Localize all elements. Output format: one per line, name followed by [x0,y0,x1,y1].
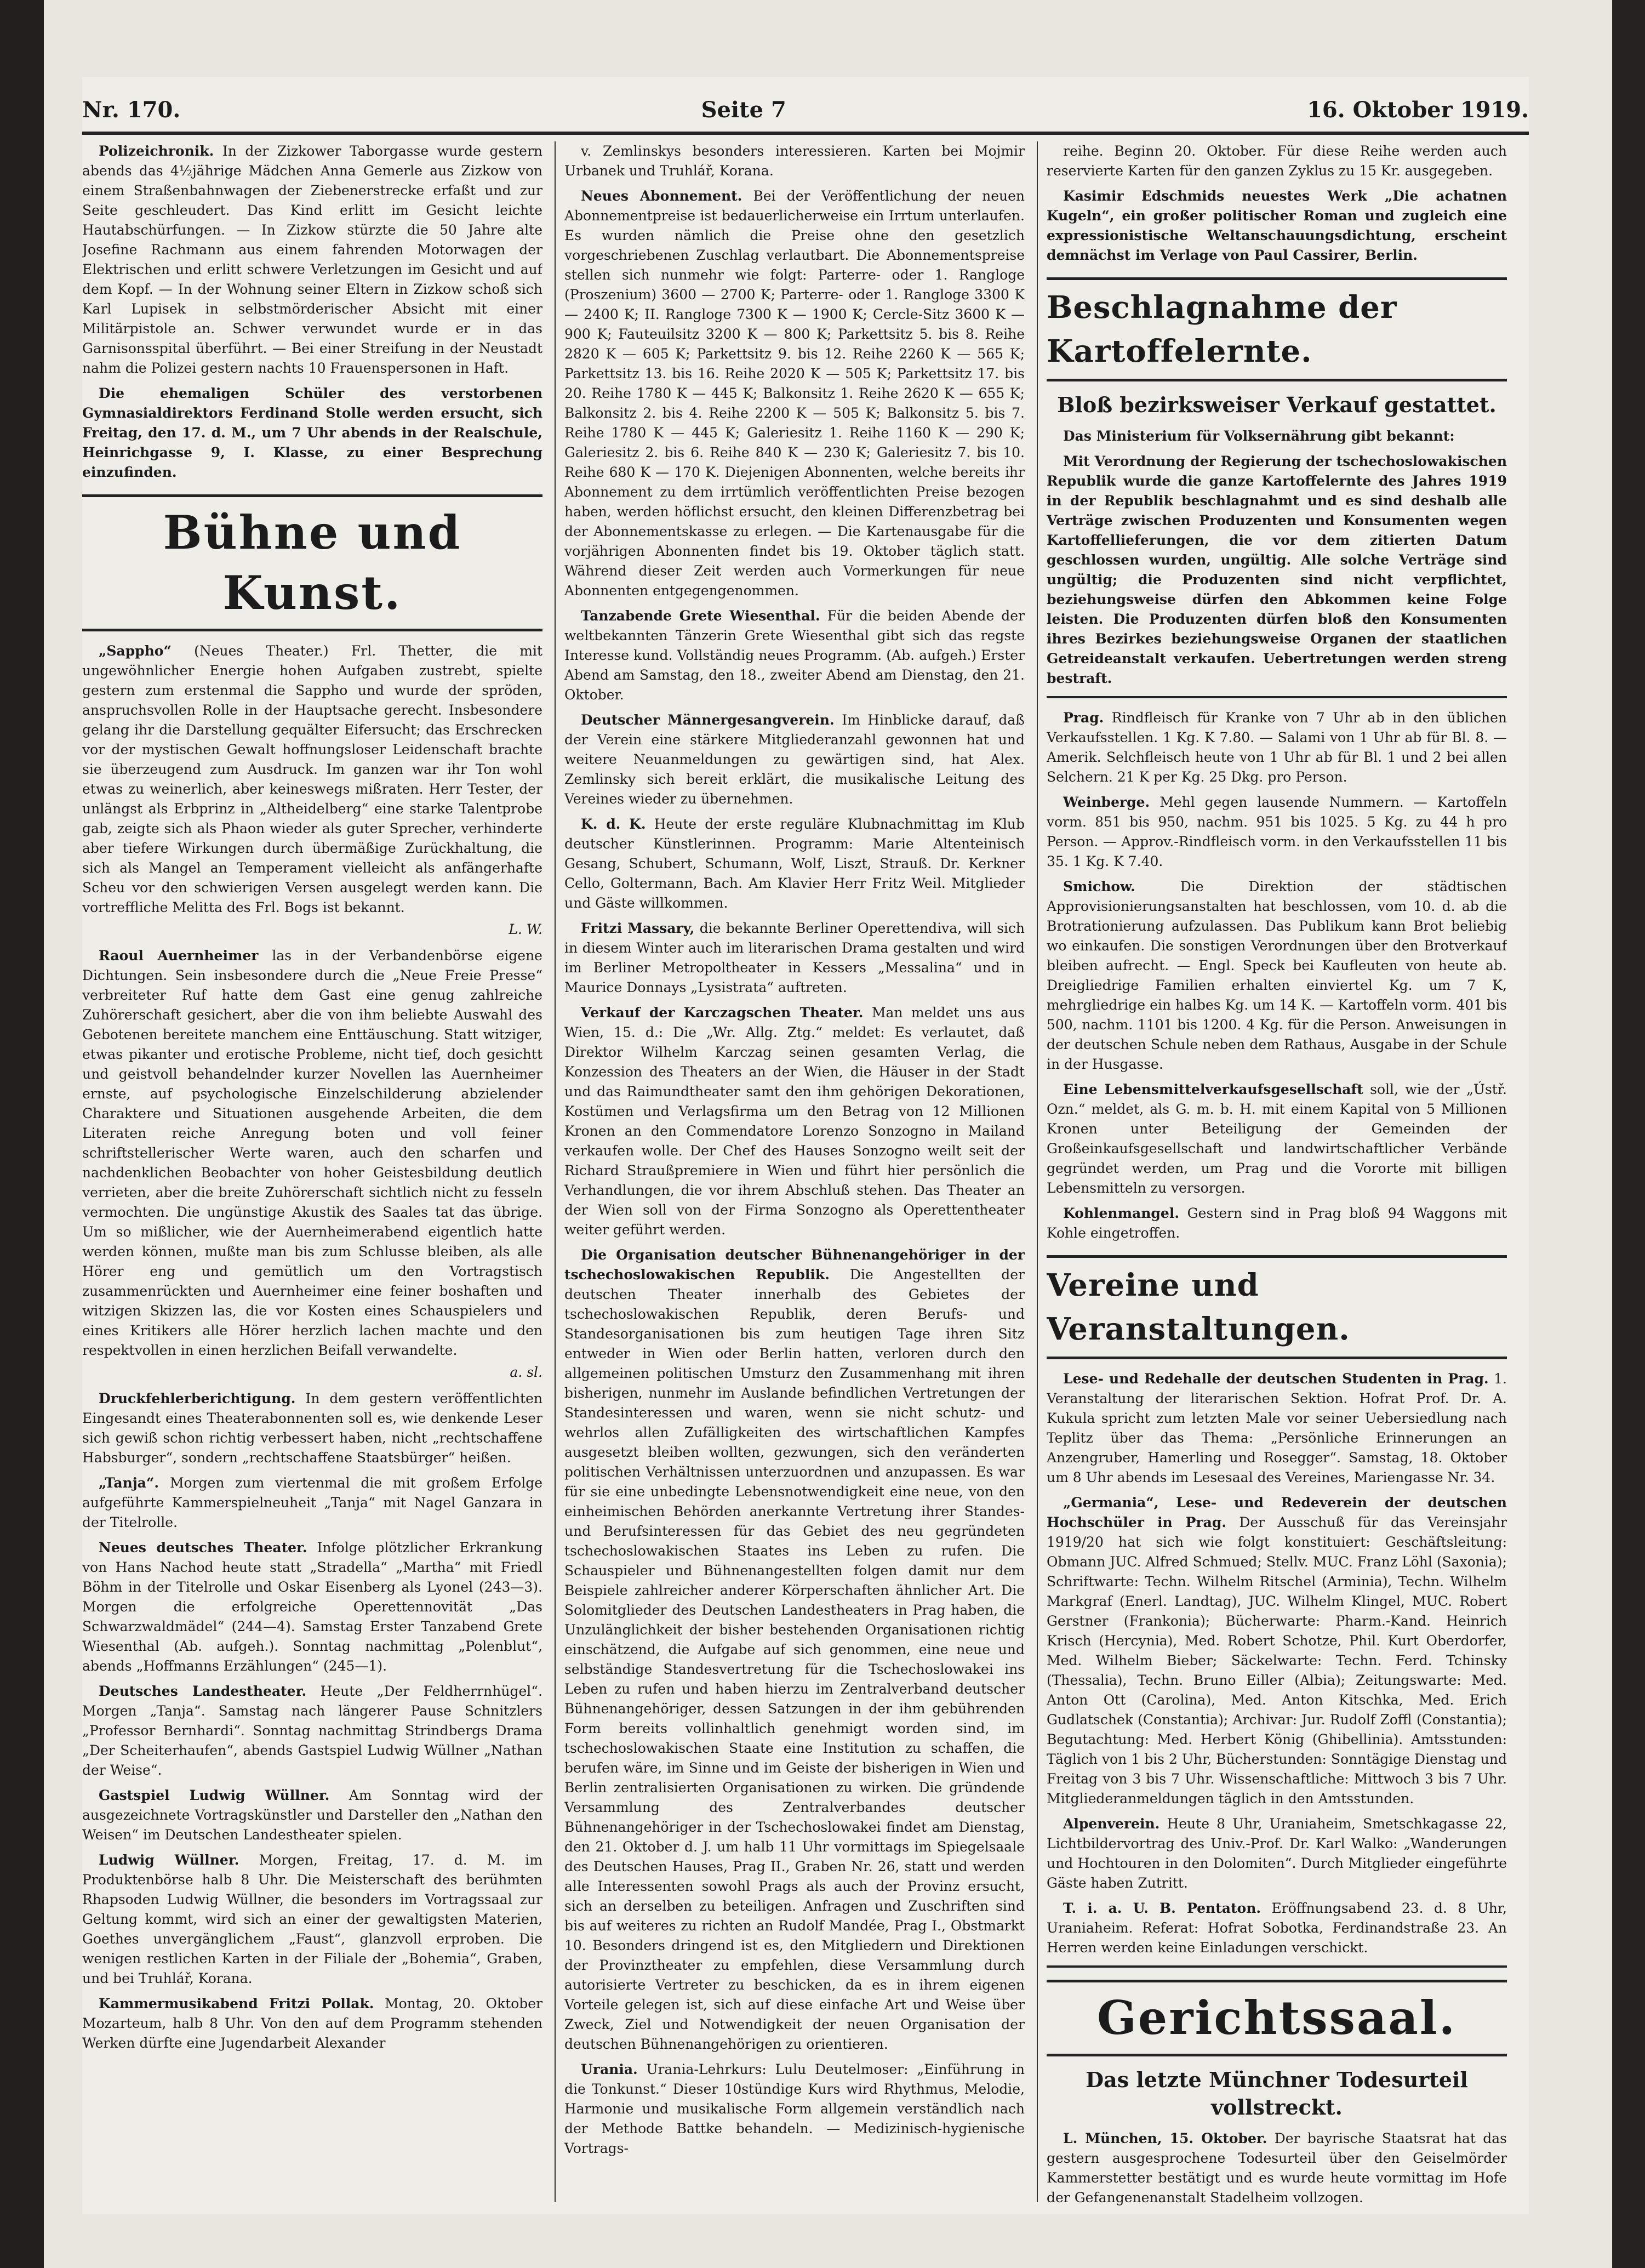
article-male-choir: Deutscher Männergesangverein. Im Hinblicke darauf, daß der Verein eine stärkere Mitgliederanzahl gewonnen hat und weitere Neuanmeldungen zu gewärtigen sind, hat Alex. Zemlinsky sich bereit erklärt, die musikalische Leitung des Vereines wieder zu übernehmen. [564,712,1025,807]
section-title-potato-seizure: Beschlagnahme der Kartoffelernte. [1047,277,1507,381]
article-germania-club: „Germania“, Lese- und Redeverein der deutschen Hochschüler in Prag. Der Ausschuß für das Vereinsjahr 1919/20 hat sich wie folgt konstituiert: Geschäftsleitung: Obmann JUC. Alfred Schmued; Stellv. MUC. Franz Löhl (Saxonia); Schriftwarte: Techn. Wilhelm Ritschel (Arminia), Techn. Wilhelm Markgraf (Enerl. Landtag), JUC. Wilhelm Klingel, MUC. Robert Gerstner (Frankonia); Bücherwarte: Pharm.-Kand. Heinrich Krisch (Hercynia), Med. Robert Schotze, Phil. Kurt Oberdorfer, Med. Wilhelm Bieber; Säckelwarte: Techn. Ferd. Tchinsky (Thessalia), Techn. Bruno Eiller (Albia); Zeitungswarte: Med. Anton Ott (Carolina), Med. Anton Kitschka, Med. Erich Gudlatschek (Constantia); Archivar: Jur. Rudolf Zoffl (Constantia); Begutachtung: Med. Herbert König (Ghibellinia). Amtsstunden: Täglich von 1 bis 2 Uhr, Bücherstunden: Sonntägige Dienstag und Freitag von 3 bis 7 Uhr. Wissenschaftliche: Mittwoch 3 bis 7 Uhr. Mitgliederanmeldungen täglich in den Amtsstunden. [1047,1495,1507,1807]
scan-border-left [0,0,44,2268]
article-former-students: Die ehemaligen Schüler des verstorbenen Gymnasialdirektors Ferdinand Stolle werden ersucht, sich Freitag, den 17. d. M., um 7 Uhr abends in der Realschule, Heinrichgasse 9, I. Klasse, zu einer Besprechung einzufinden. [82,385,542,480]
section-title-courtroom: Gerichtssaal. [1047,1980,1507,2056]
article-karczag-sale: Verkauf der Karczagschen Theater. Man meldet uns aus Wien, 15. d.: Die „Wr. Allg. Ztg.“ meldet: Es verlautet, daß Direktor Wilhelm Karczag seinen gesamten Verlag, die Konzession des Theaters an der Wien, die Häuser in der Stadt und das Raimundtheater samt den ihm gehörigen Dekorationen, Kostümen und Verlagsfirma um den Betrag von 12 Millionen Kronen an den Commendatore Lorenzo Sonzogno in Mailand verkaufen wolle. Der Chef des Hauses Sonzogno weilt seit der Richard Straußpremiere in Wien und führt hier persönlich die Verhandlungen, die vor ihrem Abschluß stehen. Das Theater an der Wien soll von der Firma Sonzogno als Operettentheater weiter geführt werden. [564,1005,1025,1238]
article-stage-union: Die Organisation deutscher Bühnenangehöriger in der tschechoslowakischen Republik. Die Angestellten der deutschen Theater innerhalb des Gebietes der tschechoslowakischen Republik, deren Berufs- und Standesorganisationen bis zum heutigen Tage ihren Sitz entweder in Wien oder Berlin hatten, verloren durch den allgemeinen politischen Umsturz den Zusammenhang mit ihren bisherigen, nunmehr im Auslande befindlichen Vertretungen der Standesinteressen und waren, wenn sie nicht schutz- und wehrlos allen Zufälligkeiten des wirtschaftlichen Kampfes ausgesetzt bleiben wollten, gezwungen, sich den veränderten politischen Verhältnissen unterzuordnen und anzupassen. Es war für sie eine unbedingte Lebensnotwendigkeit eine neue, von den einheimischen Behörden anerkannte Vertretung ihrer Standes- und Berufsinteressen für das Gebiet des neu gegründeten tschechoslowakischen Staates ins Leben zu rufen. Die Schauspieler und Bühnenangestellten folgen damit nur dem Beispiele zahlreicher anderer Körperschaften ähnlicher Art. Die Solomitglieder des Deutschen Landestheaters in Prag haben, die Unzulänglichkeit der bisher bestehenden Organisationen richtig einschätzend, die Aufgabe auf sich genommen, eine neue und selbständige Standesvertretung für die Tschechoslowakei ins Leben zu rufen und haben hierzu im Zentralverband deutscher Bühnenangehöriger, dessen Satzungen in der ihm gebührenden Form bereits vollinhaltlich genehmigt worden sind, im tschechoslowakischen Staate eine Institution zu schaffen, die berufen wäre, im Sinne und im Geiste der bisherigen in Wien und Berlin zentralisierten Organisationen zu wirken. Die gründende Versammlung des Zentralverbandes deutscher Bühnenangehöriger in der Tschechoslowakei findet am Dienstag, den 21. Oktober d. J. um halb 11 Uhr vormittags im Spiegelsaale des Deutschen Hauses, Prag II., Graben Nr. 26, statt und werden alle Interessenten sowohl Prags als auch der Provinz ersucht, sich an derselben zu beteiligen. Anfragen und Zuschriften sind bis auf weiteres zu richten an Rudolf Mandée, Prag I., Obstmarkt 10. Besonders dringend ist es, den Mitgliedern und Direktionen der Provinztheater zu empfehlen, diese Versammlung durch autorisierte Vertreter zu beschicken, da es in ihrem eigenen Vorteile gelegen ist, sich auf diese einfache Art und Weise über Zweck, Ziel und Notwendigkeit der neuen Organisation der deutschen Bühnenangehörigen zu orientieren. [564,1247,1025,2052]
header-rule [82,132,1529,135]
article-alpine-club: Alpenverein. Heute 8 Uhr, Uraniaheim, Smetschkagasse 22, Lichtbildervortrag des Univ.-Prof. Dr. Karl Walko: „Wanderungen und Hochtouren in den Dolomiten“. Durch Mitglieder eingeführte Gäste haben Zutritt. [1047,1816,1507,1891]
article-coal-shortage: Kohlenmangel. Gestern sind in Prag bloß 94 Waggons mit Kohle eingetroffen. [1047,1205,1507,1241]
column-divider [555,141,556,2202]
author-signature: L. W. [509,921,542,937]
article-urania: Urania. Urania-Lehrkurs: Lulu Deutelmoser: „Einführung in die Tonkunst.“ Dieser 10stündige Kurs wird Rhythmus, Melodie, Harmonie und musikalische Form allgemein verständlich nach der Methode Battke behandeln. — Medizinisch-hygienische Vortrags- [564,2061,1025,2156]
article-potato-decree: Mit Verordnung der Regierung der tschechoslowakischen Republik wurde die ganze Kartoffelernte des Jahres 1919 in der Republik beschlagnahmt und es sind deshalb alle Verträge zwischen Produzenten und Konsumenten wegen Kartoffellieferungen, die vor dem zitierten Datum geschlossen wurden, ungültig. Alle solche Verträge sind ungültig; die Produzenten sind nicht verpflichtet, beziehungsweise dürfen den Abkommen keine Folge leisten. Die Produzenten dürfen bloß den Konsumenten ihres Bezirkes beziehungsweise Organen der staatlichen Getreideanstalt verkaufen. Uebertretungen werden streng bestraft. [1047,453,1507,686]
article-ministry-notice: Das Ministerium für Volksernährung gibt bekannt: [1063,428,1455,444]
issue-date: 16. Oktober 1919. [1307,96,1529,123]
column-3 [1047,141,1507,2208]
article-new-subscription: Neues Abonnement. Bei der Veröffentlichung der neuen Abonnementpreise ist bedauerlicherweise ein Irrtum unterlaufen. Es wurden nämlich die Preise ohne den gesetzlich vorgeschriebenen Zuschlag verlautbart. Die Abonnementspreise stellen sich nunmehr wie folgt: Parterre- oder 1. Rangloge (Proszenium) 3600 — 2700 K; Parterre- oder 1. Rangloge 3300 K — 2400 K; II. Rangloge 7300 K — 1900 K; Cercle-Sitz 3600 K — 900 K; Fauteuilsitz 3200 K — 800 K; Parkettsitz 5. bis 8. Reihe 2820 K — 605 K; Parkettsitz 9. bis 12. Reihe 2260 K — 565 K; Parkettsitz 13. bis 16. Reihe 2020 K — 505 K; Parkettsitz 17. bis 20. Reihe 1780 K — 445 K; Balkonsitz 1. Reihe 2620 K — 655 K; Balkonsitz 2. bis 4. Reihe 2200 K — 505 K; Balkonsitz 5. bis 7. Reihe 1780 K — 445 K; Galeriesitz 1. Reihe 1160 K — 290 K; Galeriesitz 2. bis 6. Reihe 840 K — 230 K; Galeriesitz 7. bis 10. Reihe 680 K — 170 K. Diejenigen Abonnenten, welche bereits ihr Abonnement zu dem irrtümlich veröffentlichten Preise bezogen haben, werden höflichst ersucht, den kleinen Differenzbetrag bei der Abonnementskasse zu erlegen. — Die Kartenausgabe für die vorjährigen Abonnenten findet bis 19. Oktober täglich statt. Während dieser Zeit werden auch Vormerkungen für neue Abonnenten entgegengenommen. [564,188,1025,599]
page-header [82,88,1529,132]
column-2 [564,141,1025,2208]
article-munich-execution: L. München, 15. Oktober. Der bayrische Staatsrat hat das gestern ausgesprochene Todesurteil über den Geiselmörder Kammerstetter bestätigt und es wurde heute vormittag im Hofe der Gefangenenanstalt Stadelheim vollzogen. [1047,2130,1507,2206]
article-guest-wuellner: Gastspiel Ludwig Wüllner. Am Sonntag wird der ausgezeichnete Vortragskünstler und Darsteller den „Nathan den Weisen“ im Deutschen Landestheater spielen. [82,1787,542,1843]
section-title-stage-and-art: Bühne und Kunst. [82,494,542,631]
article-lecture-series: reihe. Beginn 20. Oktober. Für diese Reihe werden auch reservierte Karten für den ganzen Zyklus zu 15 Kr. ausgegeben. [1047,143,1507,179]
article-landestheater: Deutsches Landestheater. Heute „Der Feldherrnhügel“. Morgen „Tanja“. Samstag nach längerer Pause Schnitzlers „Professor Bernhardi“. Sonntag nachmittag Strindbergs Drama „Der Scheiterhaufen“, abends Gastspiel Ludwig Wüllner „Nathan der Weise“. [82,1683,542,1778]
page-number: Seite 7 [701,96,786,123]
article-zemlinsky-tickets: v. Zemlinskys besonders interessieren. Karten bei Mojmir Urbanek und Truhlář, Korana. [564,143,1025,179]
article-sappho: „Sappho“ (Neues Theater.) Frl. Thetter, die mit ungewöhnlicher Energie hohen Aufgaben zustrebt, spielte gestern zum erstenmal die Sappho und wurde der spröden, anspruchsvollen Rolle in der Hauptsache gerecht. Insbesondere gelang ihr die Darstellung gequälter Eifersucht; das Erschrecken vor der mystischen Gewalt hoffnungsloser Leidenschaft brachte sie überzeugend zum Ausdruck. Im ganzen war ihr Ton wohl etwas zu weinerlich, aber keineswegs mißraten. Herr Tester, der unlängst als Erbprinz in „Altheidelberg“ eine starke Talentprobe gab, zeigte sich als Phaon wieder als guter Sprecher, verhinderte aber tiefere Wirkungen durch übermäßige Zurückhaltung, die sich als Mangel an Temperament vielleicht als anfängerhafte Scheu vor den schwierigen Versen ausgelegt werden kann. Die vortreffliche Melitta des Frl. Bogs ist bekannt. [82,643,542,915]
section-subtitle-potato: Bloß bezirksweiser Verkauf gestattet. [1057,392,1497,417]
section-subtitle-death-sentence: Das letzte Münchner Todesurteil vollstreckt. [1086,2067,1468,2119]
section-rule [1047,1965,1507,1968]
article-food-company: Eine Lebensmittelverkaufsgesellschaft soll, wie der „Ústř. Ozn.“ meldet, als G. m. b. H. mit einem Kapital von 5 Millionen Kronen unter Beteiligung der Gemeinden der Großeinkaufsgesellschaft und landwirtschaftlicher Verbände gegründet werden, um Prag und die Vororte mit billigen Lebensmitteln zu versorgen. [1047,1081,1507,1196]
author-signature: a. sl. [510,1364,542,1380]
article-police-chronicle: Polizeichronik. In der Zizkower Taborgasse wurde gestern abends das 4½jährige Mädchen Anna Gemerle aus Zizkow von einem Straßenbahnwagen der Ziebenerstrecke erfaßt und zur Seite geschleudert. Das Kind erlitt im Gesicht leichte Hautabschürfungen. — In Zizkow stürzte die 50 Jahre alte Josefine Rachmann aus einem fahrenden Motorwagen der Elektrischen und erlitt schwere Verletzungen im Gesicht und auf dem Kopf. — In der Wohnung seiner Eltern in Zizkow schoß sich Karl Lupisek in selbstmörderischer Absicht mit einer Militärpistole an. Schwer verwundet wurde er in das Garnisonsspital überführt. — Bei einer Streifung in der Neustadt nahm die Polizei gestern nachts 10 Frauenspersonen in Haft. [82,143,542,376]
article-massary: Fritzi Massary, die bekannte Berliner Operettendiva, will sich in diesem Winter auch im literarischen Drama gestalten und wird im Berliner Metropoltheater in Kessers „Messalina“ und in Maurice Donnays „Lysistrata“ auftreten. [564,920,1025,995]
section-title-associations: Vereine und Veranstaltungen. [1047,1255,1507,1359]
article-smichow-food: Smichow. Die Direktion der städtischen Approvisionierungsanstalten hat beschlossen, vom 10. d. ab die Brotrationierung aufzulassen. Das Publikum kann Brot beliebig wo einkaufen. Die sonstigen Verordnungen über den Brotverkauf bleiben aufrecht. — Engl. Speck bei Kaufleuten von heute ab. Dreigliedrige Familien erhalten einviertel Kg. um 7 K, mehrgliedrige ein halbes Kg. um 14 K. — Kartoffeln vorm. 401 bis 500, nachm. 1101 bis 1200. 4 Kg. für die Person. Anweisungen in der deutschen Schule neben dem Rathaus, Ausgabe in der Schule in der Husgasse. [1047,879,1507,1072]
article-pentaton: T. i. a. U. B. Pentaton. Eröffnungsabend 23. d. 8 Uhr, Uraniaheim. Referat: Hofrat Sobotka, Ferdinandstraße 23. An Herren werden keine Einladungen verschickt. [1047,1900,1507,1956]
article-tanja: „Tanja“. Morgen zum viertenmal die mit großem Erfolge aufgeführte Kammerspielneuheit „Tanja“ mit Nagel Ganzara in der Titelrolle. [82,1475,542,1530]
article-new-german-theater: Neues deutsches Theater. Infolge plötzlicher Erkrankung von Hans Nachod heute statt „Stradella“ „Martha“ mit Friedl Böhm in der Titelrolle und Oskar Eisenberg als Lyonel (243—3). Morgen die erfolgreiche Operettennovität „Das Schwarzwaldmädel“ (244—4). Samstag Erster Tanzabend Grete Wiesenthal (Ab. aufgeh.). Sonntag nachmittag „Polenblut“, abends „Hoffmanns Erzählungen“ (245—1). [82,1540,542,1674]
article-prague-food: Prag. Rindfleisch für Kranke von 7 Uhr ab in den üblichen Verkaufsstellen. 1 Kg. K 7.80. — Salami von 1 Uhr ab für Bl. 8. — Amerik. Selchfleisch heute von 1 Uhr ab für Bl. 1 und 2 bei allen Selchern. 21 K per Kg. 25 Dkg. pro Person. [1047,710,1507,785]
article-wiesenthal-dance: Tanzabende Grete Wiesenthal. Für die beiden Abende der weltbekannten Tänzerin Grete Wiesenthal gibt sich das regste Interesse kund. Vollständig neues Programm. (Ab. aufgeh.) Erster Abend am Samstag, den 18., zweiter Abend am Dienstag, den 21. Oktober. [564,608,1025,703]
article-student-reading-hall: Lese- und Redehalle der deutschen Studenten in Prag. 1. Veranstaltung der literarischen Sektion. Hofrat Prof. Dr. A. Kukula spricht zum letzten Male vor seiner Uebersiedlung nach Teplitz über das Thema: „Persönliche Erinnerungen an Anzengruber, Hamerling und Rosegger“. Samstag, 18. Oktober um 8 Uhr abends im Lesesaal des Vereines, Mariengasse Nr. 34. [1047,1371,1507,1485]
article-kdk-club: K. d. K. Heute der erste reguläre Klubnachmittag im Klub deutscher Künstlerinnen. Programm: Marie Altenteinisch Gesang, Schubert, Schumann, Wolf, Liszt, Strauß. Dr. Kerkner Cello, Goltermann, Bach. Am Klavier Herr Fritz Weil. Mitglieder und Gäste willkommen. [564,816,1025,911]
newspaper-page [82,77,1529,2214]
issue-number: Nr. 170. [82,96,181,123]
article-pollak-concert: Kammermusikabend Fritzi Pollak. Montag, 20. Oktober Mozarteum, halb 8 Uhr. Von den auf dem Programm stehenden Werken dürfte eine Jugendarbeit Alexander [82,1996,542,2051]
article-correction: Druckfehlerberichtigung. In dem gestern veröffentlichten Eingesandt eines Theaterabonnenten soll es, wie denkende Leser sich gewiß schon richtig verbessert haben, nicht „rechtschaffene Habsburger“, sondern „rechtschaffene Staatsbürger“ heißen. [82,1391,542,1466]
article-edschmid-novel: Kasimir Edschmids neuestes Werk „Die achatnen Kugeln“, ein großer politischer Roman und zugleich eine expressionistische Weltanschauungsdichtung, erscheint demnächst im Verlage von Paul Cassirer, Berlin. [1047,188,1507,263]
article-wuellner-faust: Ludwig Wüllner. Morgen, Freitag, 17. d. M. im Produktenbörse halb 8 Uhr. Die Meisterschaft des berühmten Rhapsoden Ludwig Wüllner, die besonders im Vortragssaal zur Geltung kommt, wird sich an einer der gewaltigsten Materien, Goethes unvergänglichem „Faust“, glanzvoll erproben. Die wenigen restlichen Karten in der Filiale der „Bohemia“, Graben, und bei Truhlář, Korana. [82,1852,542,1986]
article-auernheimer: Raoul Auernheimer las in der Verbandenbörse eigene Dichtungen. Sein insbesondere durch die „Neue Freie Presse“ verbreiteter Ruf hatte dem Gast eine genug zahlreiche Zuhörerschaft gesichert, aber die von ihm beliebte Auswahl des Gebotenen bereitete manchem eine Enttäuschung. Statt witziger, etwas pikanter und erotische Probleme, nicht tief, doch gesichtt und geistvoll behandelnder kurzer Novellen las Auernheimer ernste, auf psychologische Einzelschilderung abzielender Charaktere und Situationen ausgehende Arbeiten, die dem Literaten reiche Anregung boten und voll feiner schriftstellerischer Werte waren, auch den scharfen und nachdenklichen Beobachter von hoher Geistesbildung deutlich verrieten, aber die breite Zuhörerschaft sichtlich nicht zu fesseln vermochten. Die ungünstige Akustik des Saales tat das übrige. Um so mißlicher, wie der Auernheimerabend eigentlich hatte werden können, mußte man bis zum Schlusse bleiben, als alle Hörer eng und gemütlich um den Vortragstisch zusammenrückten und Auernheimer eine feiner boshaften und witzigen Skizzen las, die vor Kosten eines Schauspielers und eines Kritikers alle Hörer herzlich lachen machte und den respektvollen in einen herzlichen Beifall verwandelte. [82,948,542,1358]
column-1 [82,141,542,2208]
section-rule [1047,696,1507,698]
scan-border-right [1612,0,1645,2268]
article-weinberge-food: Weinberge. Mehl gegen lausende Nummern. — Kartoffeln vorm. 851 bis 950, nachm. 951 bis 1025. 5 Kg. zu 44 h pro Person. — Approv.-Rindfleisch vorm. in den Verkaufsstellen 11 bis 35. 1 Kg. K 7.40. [1047,794,1507,869]
column-divider [1037,141,1038,2202]
